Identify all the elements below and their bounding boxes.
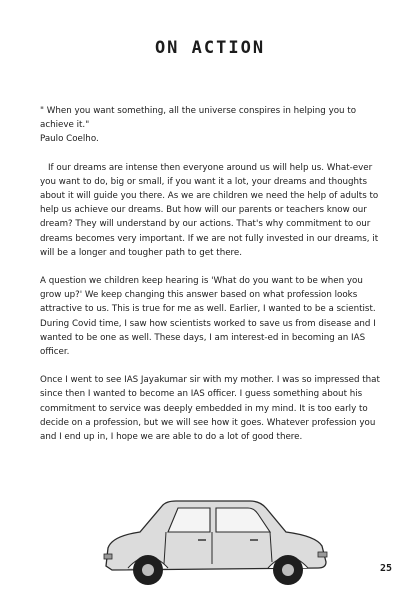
car-wheel-front xyxy=(133,555,163,585)
car-icon xyxy=(100,496,332,588)
page-body xyxy=(40,104,385,458)
page-number: 25 xyxy=(379,563,392,574)
epigraph xyxy=(40,104,385,147)
epigraph-quote: " When you want something, all the universe conspires in helping you to achieve it." xyxy=(40,106,357,131)
paragraph: If our dreams are intense then everyone around us will help us. What-ever you want to do, big or small, if you want it a lot, your dreams and thoughts about it will guide you there. As we are children we need the help of adults to help us achieve our dreams. But how will our parents or teachers know our dream? They will understand by our actions. That's why commitment to our dreams becomes very important. If we are not fully invested in our dreams, it will be a longer and tougher path to get there. xyxy=(40,162,379,258)
page-title: ON ACTION xyxy=(154,38,266,58)
paragraph: A question we children keep hearing is 'What do you want to be when you grow up?' We keep changing this answer based on what profession looks attractive to us. This is true for me as well. Earlier, I wanted to be a scientist. During Covid time, I saw how scientists worked to save us from disease and I wanted to be one as well. These days, I am interest-ed in becoming an IAS officer. xyxy=(40,276,376,358)
paragraph: Once I went to see IAS Jayakumar sir with my mother. I was so impressed that since then I wanted to become an IAS officer. I guess something about his commitment to service was deeply embedded in my mind. It is too early to decide on a profession, but we will see how it goes. Whatever profession you and I end up in, I hope we are able to do a lot of good there. xyxy=(40,375,380,443)
epigraph-author: Paulo Coelho. xyxy=(40,134,99,145)
car-wheel-rear xyxy=(273,555,303,585)
